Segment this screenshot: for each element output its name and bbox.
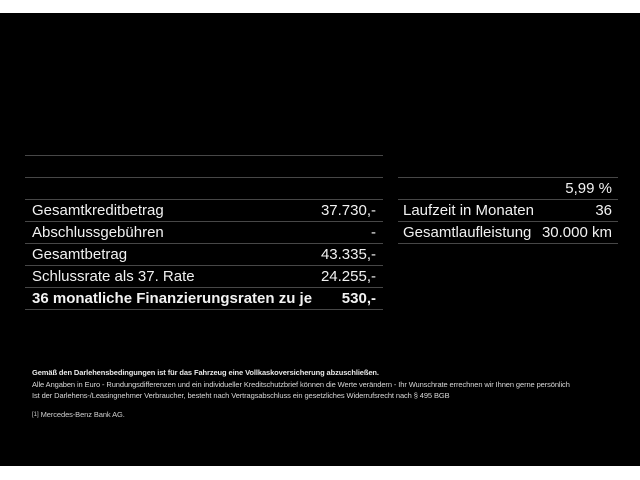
bottom-letterbox-bar (0, 466, 640, 480)
row-value: 530,- (341, 290, 376, 307)
footnote-text: Mercedes-Benz Bank AG. (40, 409, 125, 419)
financing-details-table (25, 155, 383, 310)
table-row-laufzeit (398, 200, 618, 222)
row-value: - (371, 224, 376, 241)
disclaimer-line-values: Alle Angaben in Euro - Rundungsdifferenzen und ein individueller Kreditschutzbrief können die Werte verändern - Ihr Wunschrate errechnen wir Ihnen gerne persönlich (32, 379, 570, 389)
table-row-empty (25, 178, 383, 200)
row-label: Schlussrate als 37. Rate (32, 268, 195, 285)
table-row-zinssatz (398, 178, 618, 200)
row-value: 5,99 % (565, 180, 612, 197)
row-value: 37.730,- (320, 202, 376, 219)
disclaimer-line-widerruf: Ist der Darlehens-/Leasingnehmer Verbraucher, besteht nach Vertragsabschluss ein gesetzliches Widerrufsrecht nach § 495 BGB (32, 391, 450, 400)
financing-conditions-table (398, 177, 618, 244)
row-label: Abschlussgebühren (32, 224, 164, 241)
row-label: Laufzeit in Monaten (403, 202, 534, 219)
row-value: 24.255,- (320, 268, 376, 285)
disclaimer-block (32, 367, 622, 421)
row-label: Gesamtkreditbetrag (32, 202, 164, 219)
disclaimer-line-insurance: Gemäß den Darlehensbedingungen ist für das Fahrzeug eine Vollkaskoversicherung abzuschließen. (32, 368, 379, 377)
row-value: 30.000 km (541, 224, 612, 241)
table-row-schlussrate (25, 266, 383, 288)
footnote-marker: [1] (32, 411, 39, 418)
table-row-gesamtlaufleistung (398, 222, 618, 244)
table-row-abschlussgebuehren (25, 222, 383, 244)
table-row-gesamtbetrag (25, 244, 383, 266)
top-letterbox-bar (0, 0, 640, 13)
table-row-gesamtkreditbetrag (25, 200, 383, 222)
table-row-monatsrate (25, 288, 383, 310)
row-value: 43.335,- (320, 246, 376, 263)
footnote-bank (32, 409, 622, 422)
row-label: 36 monatliche Finanzierungsraten zu je (32, 290, 313, 307)
table-row-empty (25, 156, 383, 178)
row-value: 36 (595, 202, 612, 219)
row-label: Gesamtlaufleistung (403, 224, 532, 241)
row-label: Gesamtbetrag (32, 246, 128, 263)
